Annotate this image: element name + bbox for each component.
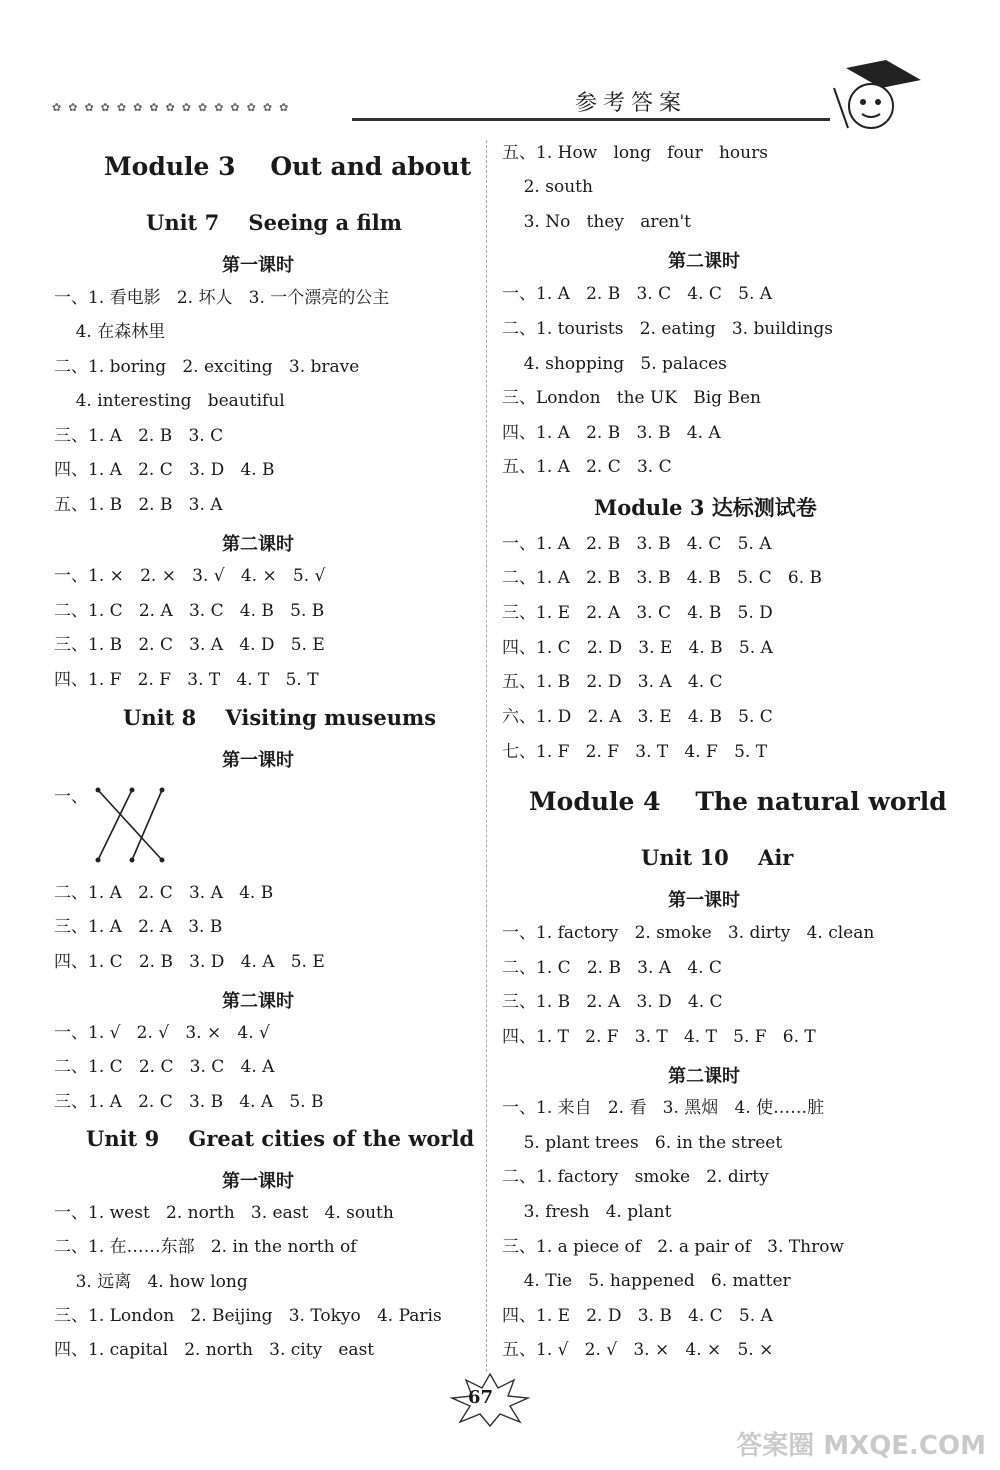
answer-line: 四、1. C 2. D 3. E 4. B 5. A	[502, 638, 773, 658]
answer-line: 二、1. C 2. B 3. A 4. C	[502, 958, 722, 978]
answer-line: 五、1. B 2. D 3. A 4. C	[502, 672, 723, 692]
answer-line: 3. No they aren't	[502, 212, 691, 232]
answer-line: 4. interesting beautiful	[54, 391, 285, 411]
answer-line: 4. shopping 5. palaces	[502, 354, 727, 374]
unit7-lesson2-heading: 第二课时	[222, 534, 294, 555]
answer-line: 二、1. A 2. C 3. A 4. B	[54, 883, 274, 903]
answer-line: 七、1. F 2. F 3. T 4. F 5. T	[502, 742, 768, 762]
matching-label: 一、	[54, 787, 88, 807]
answer-line: 五、1. √ 2. √ 3. × 4. × 5. ×	[502, 1340, 774, 1360]
answer-line: 四、1. C 2. B 3. D 4. A 5. E	[54, 952, 325, 972]
answer-line: 三、1. A 2. C 3. B 4. A 5. B	[54, 1092, 324, 1112]
answer-line: 二、1. C 2. C 3. C 4. A	[54, 1057, 275, 1077]
matching-lines-diagram	[90, 784, 170, 868]
answer-line: 四、1. T 2. F 3. T 4. T 5. F 6. T	[502, 1027, 816, 1047]
answer-line: 一、1. west 2. north 3. east 4. south	[54, 1203, 394, 1223]
answer-line: 五、1. B 2. B 3. A	[54, 495, 223, 515]
unit7-lesson1-heading: 第一课时	[222, 255, 294, 276]
answer-line: 一、1. 来自 2. 看 3. 黑烟 4. 使……脏	[502, 1098, 825, 1118]
answer-line: 二、1. C 2. A 3. C 4. B 5. B	[54, 601, 325, 621]
answer-line: 二、1. tourists 2. eating 3. buildings	[502, 319, 834, 339]
answer-line: 五、1. How long four hours	[502, 143, 768, 163]
unit8-lesson2-heading: 第二课时	[222, 991, 294, 1012]
column-divider	[486, 140, 487, 1372]
answer-line: 四、1. capital 2. north 3. city east	[54, 1340, 375, 1360]
answer-line: 三、1. London 2. Beijing 3. Tokyo 4. Paris	[54, 1306, 442, 1326]
answer-line: 一、1. × 2. × 3. √ 4. × 5. √	[54, 566, 326, 586]
unit9-title: Unit 9 Great cities of the world	[86, 1126, 475, 1151]
page-number: 67	[468, 1387, 494, 1408]
answer-line: 二、1. 在……东部 2. in the north of	[54, 1237, 357, 1257]
answer-line: 5. plant trees 6. in the street	[502, 1133, 783, 1153]
answer-line: 4. Tie 5. happened 6. matter	[502, 1271, 791, 1291]
module3-title: Module 3 Out and about	[104, 152, 472, 181]
header-dots: ✿ ✿ ✿ ✿ ✿ ✿ ✿ ✿ ✿ ✿ ✿ ✿ ✿ ✿ ✿	[52, 101, 289, 114]
answer-line: 三、1. A 2. A 3. B	[54, 917, 223, 937]
answer-line: 六、1. D 2. A 3. E 4. B 5. C	[502, 707, 773, 727]
answer-line: 四、1. A 2. B 3. B 4. A	[502, 423, 721, 443]
answer-line: 3. fresh 4. plant	[502, 1202, 672, 1222]
unit8-title: Unit 8 Visiting museums	[123, 705, 437, 730]
unit10-lesson2-heading: 第二课时	[668, 1066, 740, 1087]
header-title: 参考答案	[575, 91, 688, 116]
answer-line: 四、1. F 2. F 3. T 4. T 5. T	[54, 670, 319, 690]
answer-line: 一、1. A 2. B 3. C 4. C 5. A	[502, 284, 773, 304]
watermark: 答案圈 MXQE.COM	[736, 1431, 986, 1461]
answer-line: 一、1. factory 2. smoke 3. dirty 4. clean	[502, 923, 875, 943]
unit10-lesson1-heading: 第一课时	[668, 890, 740, 911]
unit9-lesson2-heading: 第二课时	[668, 251, 740, 272]
answer-line: 三、1. B 2. C 3. A 4. D 5. E	[54, 635, 325, 655]
answer-line: 一、1. √ 2. √ 3. × 4. √	[54, 1023, 270, 1043]
answer-line: 三、1. a piece of 2. a pair of 3. Throw	[502, 1237, 844, 1257]
answer-line: 3. 远离 4. how long	[54, 1272, 248, 1292]
unit10-title: Unit 10 Air	[641, 845, 794, 870]
module4-title: Module 4 The natural world	[529, 787, 947, 816]
graduate-mascot-icon	[826, 58, 926, 138]
answer-line: 五、1. A 2. C 3. C	[502, 457, 672, 477]
unit7-title: Unit 7 Seeing a film	[146, 210, 402, 235]
answer-line: 二、1. factory smoke 2. dirty	[502, 1167, 769, 1187]
header-rule	[352, 118, 830, 121]
answer-line: 四、1. E 2. D 3. B 4. C 5. A	[502, 1306, 773, 1326]
answer-line: 二、1. A 2. B 3. B 4. B 5. C 6. B	[502, 568, 823, 588]
answer-line: 四、1. A 2. C 3. D 4. B	[54, 460, 275, 480]
answer-line: 一、1. 看电影 2. 坏人 3. 一个漂亮的公主	[54, 288, 390, 308]
unit9-lesson1-heading: 第一课时	[222, 1171, 294, 1192]
answer-line: 二、1. boring 2. exciting 3. brave	[54, 357, 360, 377]
answer-line: 三、1. B 2. A 3. D 4. C	[502, 992, 723, 1012]
module3-test-title: Module 3 达标测试卷	[594, 495, 817, 520]
unit8-lesson1-heading: 第一课时	[222, 750, 294, 771]
answer-line: 2. south	[502, 177, 593, 197]
answer-line: 4. 在森林里	[54, 322, 166, 342]
answer-line: 三、London the UK Big Ben	[502, 388, 761, 408]
answer-line: 一、1. A 2. B 3. B 4. C 5. A	[502, 534, 772, 554]
answer-line: 三、1. E 2. A 3. C 4. B 5. D	[502, 603, 773, 623]
answer-line: 三、1. A 2. B 3. C	[54, 426, 224, 446]
